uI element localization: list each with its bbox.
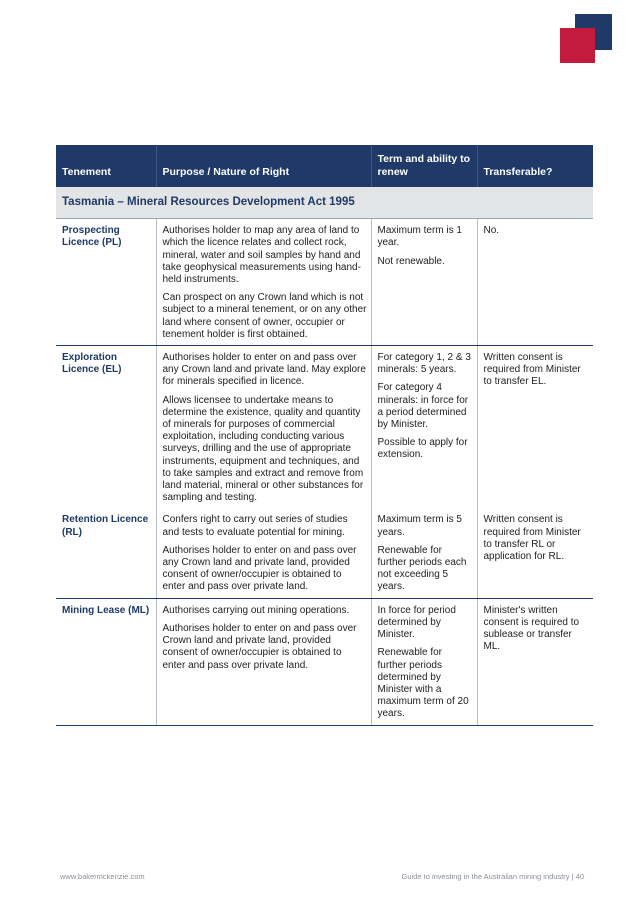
term-cell — [371, 219, 477, 346]
term-text: Maximum term is 1 year. — [377, 225, 462, 249]
purpose-cell — [156, 508, 371, 598]
purpose-text: Authorises holder to map any area of land to which the licence relates and collect rock, mineral, water and soil samples by hand and take geophysical measurements using hand- held instruments. — [162, 225, 361, 286]
transfer-text: Written consent is required from Minister to transfer EL. — [483, 352, 581, 388]
mining-tenure-table — [56, 145, 593, 726]
table-row — [56, 598, 593, 725]
term-text: Maximum term is 5 years. — [377, 514, 462, 538]
purpose-cell — [156, 219, 371, 346]
transfer-text: No. — [483, 225, 500, 237]
table-row — [56, 219, 593, 346]
transfer-cell — [477, 346, 593, 509]
transfer-text: Minister's written consent is required to sublease or transfer ML. — [483, 604, 580, 653]
term-text: In force for period determined by Minister. — [377, 604, 456, 641]
purpose-text: Authorises carrying out mining operations. — [162, 604, 350, 616]
table-row — [56, 508, 593, 598]
tenement-name: Prospecting Licence (PL) — [56, 219, 156, 346]
footer-website[interactable]: www.bakermckenzie.com — [60, 872, 145, 881]
purpose-text: Can prospect on any Crown land which is not subject to a mineral tenement, or on any other land where consent of owner, occupier or tenement holder is first obtained. — [162, 292, 367, 340]
header-purpose: Purpose / Nature of Right — [156, 145, 371, 187]
header-term: Term and ability to renew — [371, 145, 477, 187]
header-tenement: Tenement — [56, 145, 156, 187]
term-text: Renewable for further periods determined by Minister with a maximum term of 20 years. — [377, 647, 469, 720]
purpose-cell — [156, 346, 371, 509]
purpose-text: Confers right to carry out series of studies and tests to evaluate potential for mining. — [162, 514, 348, 538]
tenement-name: Mining Lease (ML) — [56, 598, 156, 725]
term-cell — [371, 508, 477, 598]
purpose-text: Authorises holder to enter on and pass over Crown land and private land, provided consent of owner/occupier is obtained to enter and pass over private land. — [162, 622, 357, 671]
term-text: Renewable for further periods each not exceeding 5 years. — [377, 544, 467, 593]
logo-red-square — [560, 28, 595, 63]
purpose-text: Authorises holder to enter on and pass over any Crown land and private land, provided consent of owner/occupier is obtained to enter and pass over private land. — [162, 544, 357, 593]
purpose-cell — [156, 598, 371, 725]
purpose-text: Authorises holder to enter on and pass over any Crown land and private land. May explore for minerals specified in licence. — [162, 352, 366, 388]
transfer-text: Written consent is required from Minister to transfer RL or application for RL. — [483, 514, 581, 563]
header-transferable: Transferable? — [477, 145, 593, 187]
term-cell — [371, 346, 477, 509]
term-cell — [371, 598, 477, 725]
section-title: Tasmania – Mineral Resources Development Act 1995 — [56, 187, 593, 219]
term-text: For category 4 minerals: in force for a period determined by Minister. — [377, 382, 469, 431]
tenement-name: Exploration Licence (EL) — [62, 352, 122, 376]
table-row — [56, 346, 593, 509]
term-text: For category 1, 2 & 3 minerals: 5 years. — [377, 352, 471, 376]
term-text: Not renewable. — [377, 255, 445, 267]
tenement-name: Retention Licence (RL) — [56, 508, 156, 598]
section-row — [56, 187, 593, 219]
transfer-cell — [477, 508, 593, 598]
term-text: Possible to apply for extension. — [377, 437, 468, 461]
transfer-cell — [477, 598, 593, 725]
footer-page-info: Guide to investing in the Australian mining industry | 40 — [401, 872, 584, 881]
table-header-row — [56, 145, 593, 187]
transfer-cell — [477, 219, 593, 346]
purpose-text: Allows licensee to undertake means to determine the existence, quality and quantity of minerals for purposes of commercial exploitation, including conducting various surveys, drilling and the use of appropriate instruments, equipment and techniques, and to take samples and extract and remove from land material, mineral or other substances for sampling and testing. — [162, 394, 364, 504]
